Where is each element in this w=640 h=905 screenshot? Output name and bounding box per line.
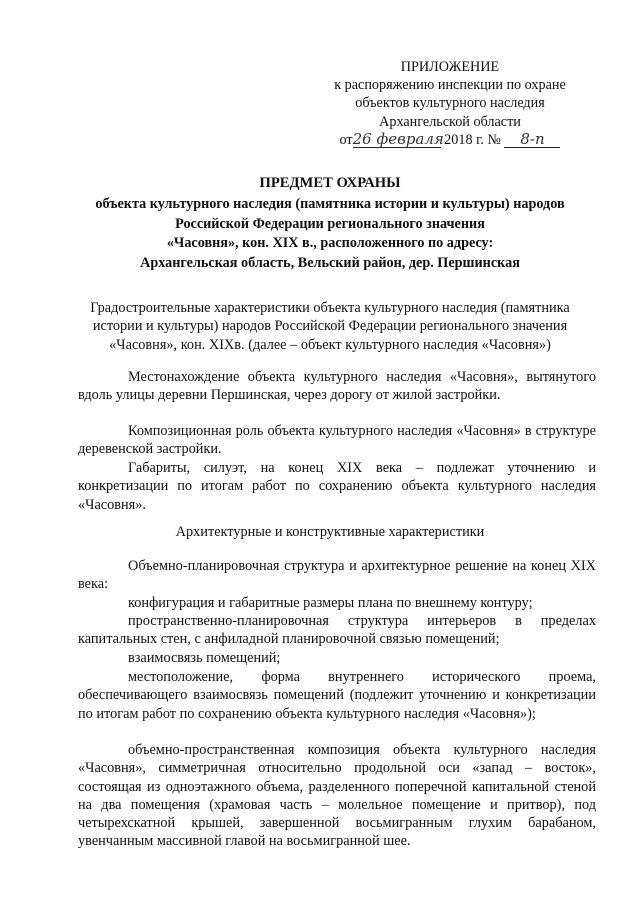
date-prefix: от (339, 131, 353, 148)
title-main: ПРЕДМЕТ ОХРАНЫ (259, 175, 401, 191)
date-handwritten: 26 февраля (352, 129, 444, 148)
structure-item-2: пространственно-планировочная структура интерьеров в пределах капитальных стен, с анфиладной планировочной связью помещений; (78, 613, 596, 648)
appendix-line-2: объектов культурного наследия (355, 95, 545, 112)
appendix-line-3: Архангельской области (379, 113, 521, 130)
number-handwritten: 8-п (520, 129, 545, 148)
appendix-header (300, 58, 600, 149)
location-paragraph: Местонахождение объекта культурного наследия «Часовня», вытянутого вдоль улицы деревни Першинская, через дорогу от жилой застройки. (78, 369, 596, 404)
appendix-heading: ПРИЛОЖЕНИЕ (400, 59, 500, 75)
title-line-1: объекта культурного наследия (памятника истории и культуры) народов (95, 196, 565, 213)
appendix-date-row (300, 131, 600, 149)
structure-intro: Объемно-планировочная структура и архитектурное решение на конец XIX века: (78, 558, 596, 593)
section-urban-line-2: истории и культуры) народов Российской Федерации регионального значения (92, 318, 568, 335)
structure-item-3: взаимосвязь помещений; (128, 650, 281, 666)
title-line-2: Российской Федерации регионального значения (175, 215, 485, 232)
date-year: 2018 г. № (444, 131, 501, 148)
title-line-3: «Часовня», кон. XIX в., расположенного по адресу: (166, 235, 494, 252)
structure-item-4: местоположение, форма внутреннего исторического проема, обеспечивающего взаимосвязь помещений (подлежит уточнению и конкретизации по итогам работ по сохранению объекта культурного наследия «Часовня»); (78, 669, 596, 722)
composition-paragraph: Композиционная роль объекта культурного наследия «Часовня» в структуре деревенской застройки. (78, 423, 596, 458)
dimensions-paragraph: Габариты, силуэт, на конец XIX века – подлежат уточнению и конкретизации по итогам работ по сохранению объекта культурного наследия «Часовня». (78, 460, 596, 513)
section-architecture-heading: Архитектурные и конструктивные характеристики (175, 524, 485, 540)
section-urban-line-3: «Часовня», кон. XIXв. (далее – объект культурного наследия «Часовня») (109, 336, 551, 353)
title-line-4: Архангельская область, Вельский район, дер. Першинская (140, 254, 520, 271)
document-title (60, 174, 600, 273)
structure-item-5: объемно-пространственная композиция объекта культурного наследия «Часовня», симметричная относительно продольной оси «запад – восток», состоящая из одноэтажного объема, разделенного поперечной капитальной стеной на два помещения (храмовая часть – молельное помещение и притвор), под четырехскатной крышей, завершенной восьмигранным глухим барабаном, увенчанным массивной главой на восьмигранной шее. (78, 742, 596, 850)
date-field (352, 129, 444, 148)
section-urban-line-1: Градостроительные характеристики объекта культурного наследия (памятника (90, 300, 570, 316)
section-urban-heading (60, 299, 600, 354)
structure-item-1: конфигурация и габаритные размеры плана по внешнему контуру; (128, 595, 533, 611)
number-field (504, 129, 560, 148)
appendix-line-1: к распоряжению инспекции по охране (334, 77, 566, 94)
